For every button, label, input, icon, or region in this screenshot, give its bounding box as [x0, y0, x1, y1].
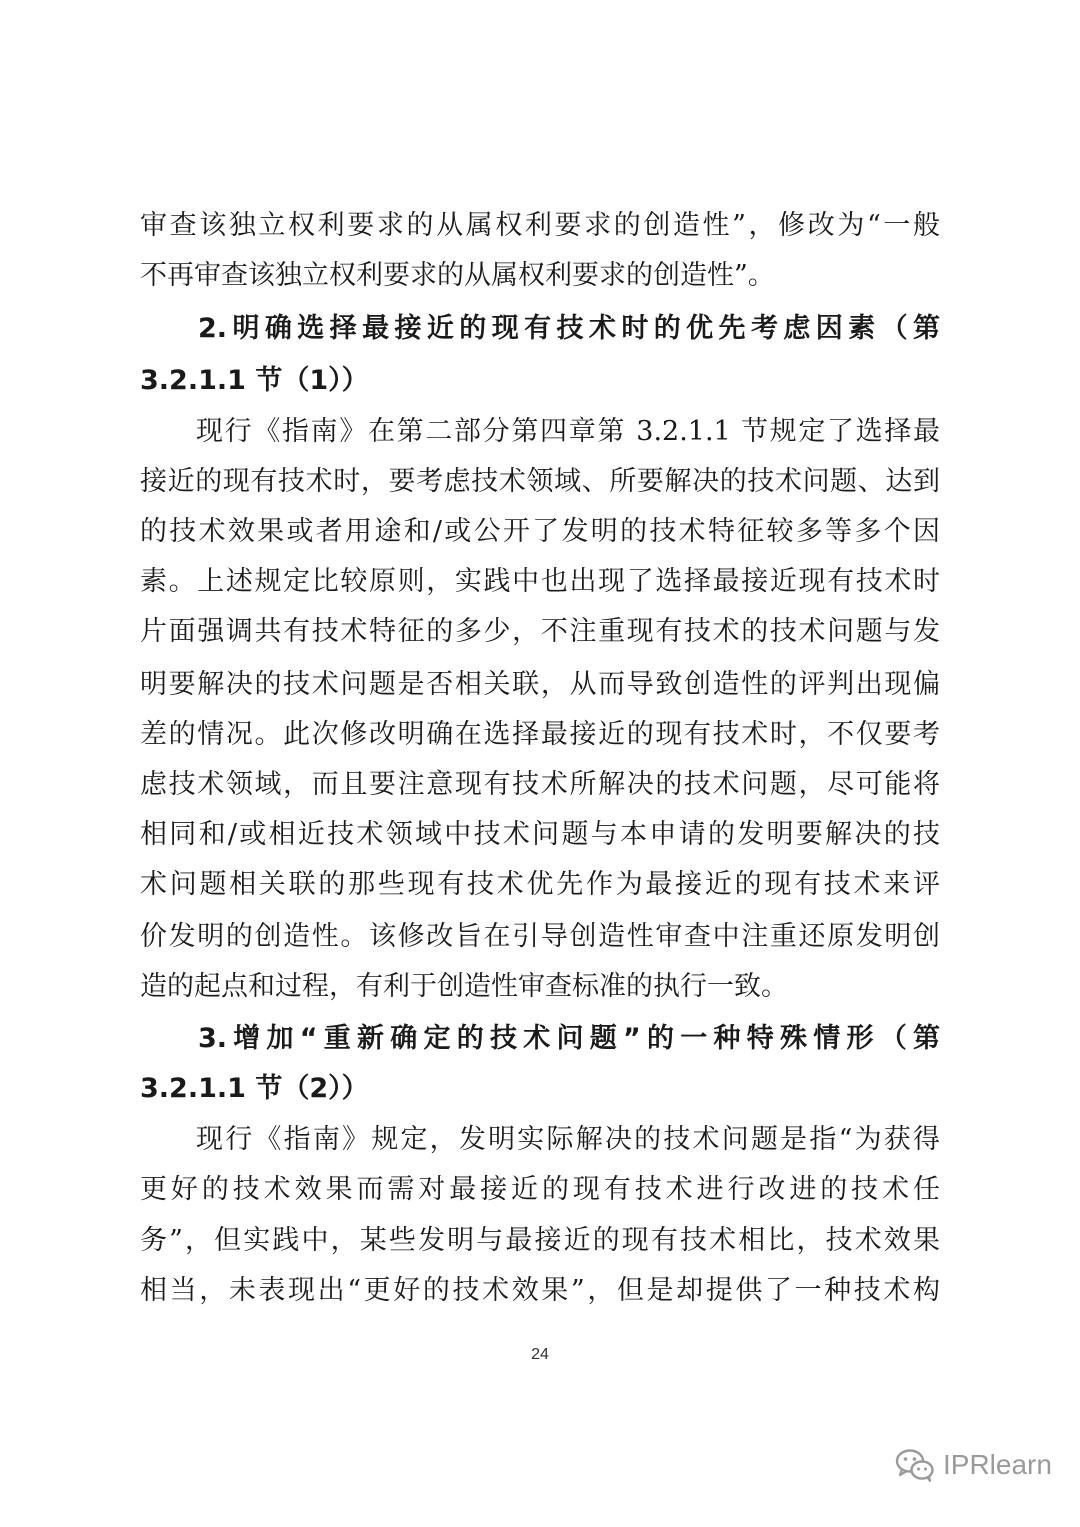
wechat-icon: [895, 1448, 935, 1482]
section-heading: 2.明确选择最接近的现有技术时的优先考虑因素（第: [198, 313, 940, 344]
page-number: 24: [531, 1346, 549, 1363]
body-line: 审查该独立权利要求的从属权利要求的创造性”，修改为“一般: [140, 210, 940, 241]
body-line: 素。上述规定比较原则，实践中也出现了选择最接近现有技术时: [140, 566, 940, 597]
watermark-text: IPRlearn: [943, 1449, 1052, 1480]
body-line: 明要解决的技术问题是否相关联，从而导致创造性的评判出现偏: [140, 669, 940, 700]
section-heading: 3.增加“重新确定的技术问题”的一种特殊情形（第: [198, 1023, 940, 1054]
body-line: 价发明的创造性。该修改旨在引导创造性审查中注重还原发明创: [140, 921, 940, 952]
body-line: 相当，未表现出“更好的技术效果”，但是却提供了一种技术构: [140, 1275, 940, 1306]
body-line: 现行《指南》在第二部分第四章第 3.2.1.1 节规定了选择最: [196, 416, 940, 447]
body-line: 务”，但实践中，某些发明与最接近的现有技术相比，技术效果: [140, 1225, 940, 1256]
body-line: 术问题相关联的那些现有技术优先作为最接近的现有技术来评: [140, 869, 940, 900]
watermark: [895, 1445, 1052, 1485]
body-line: 片面强调共有技术特征的多少，不注重现有技术的技术问题与发: [140, 616, 940, 647]
body-line: 接近的现有技术时，要考虑技术领域、所要解决的技术问题、达到: [140, 466, 940, 497]
body-line: 相同和/或相近技术领域中技术问题与本申请的发明要解决的技: [140, 819, 940, 850]
body-line: 差的情况。此次修改明确在选择最接近的现有技术时，不仅要考: [140, 719, 940, 750]
body-line: 不再审查该独立权利要求的从属权利要求的创造性”。: [140, 260, 775, 291]
body-line: 造的起点和过程，有利于创造性审查标准的执行一致。: [140, 971, 788, 1002]
body-line: 现行《指南》规定，发明实际解决的技术问题是指“为获得: [196, 1124, 940, 1155]
body-line: 的技术效果或者用途和/或公开了发明的技术特征较多等多个因: [140, 516, 940, 547]
section-heading: 3.2.1.1 节（1））: [140, 365, 369, 396]
body-line: 虑技术领域，而且要注意现有技术所解决的技术问题，尽可能将: [140, 769, 940, 800]
section-heading: 3.2.1.1 节（2））: [140, 1073, 369, 1104]
body-line: 更好的技术效果而需对最接近的现有技术进行改进的技术任: [140, 1174, 940, 1205]
